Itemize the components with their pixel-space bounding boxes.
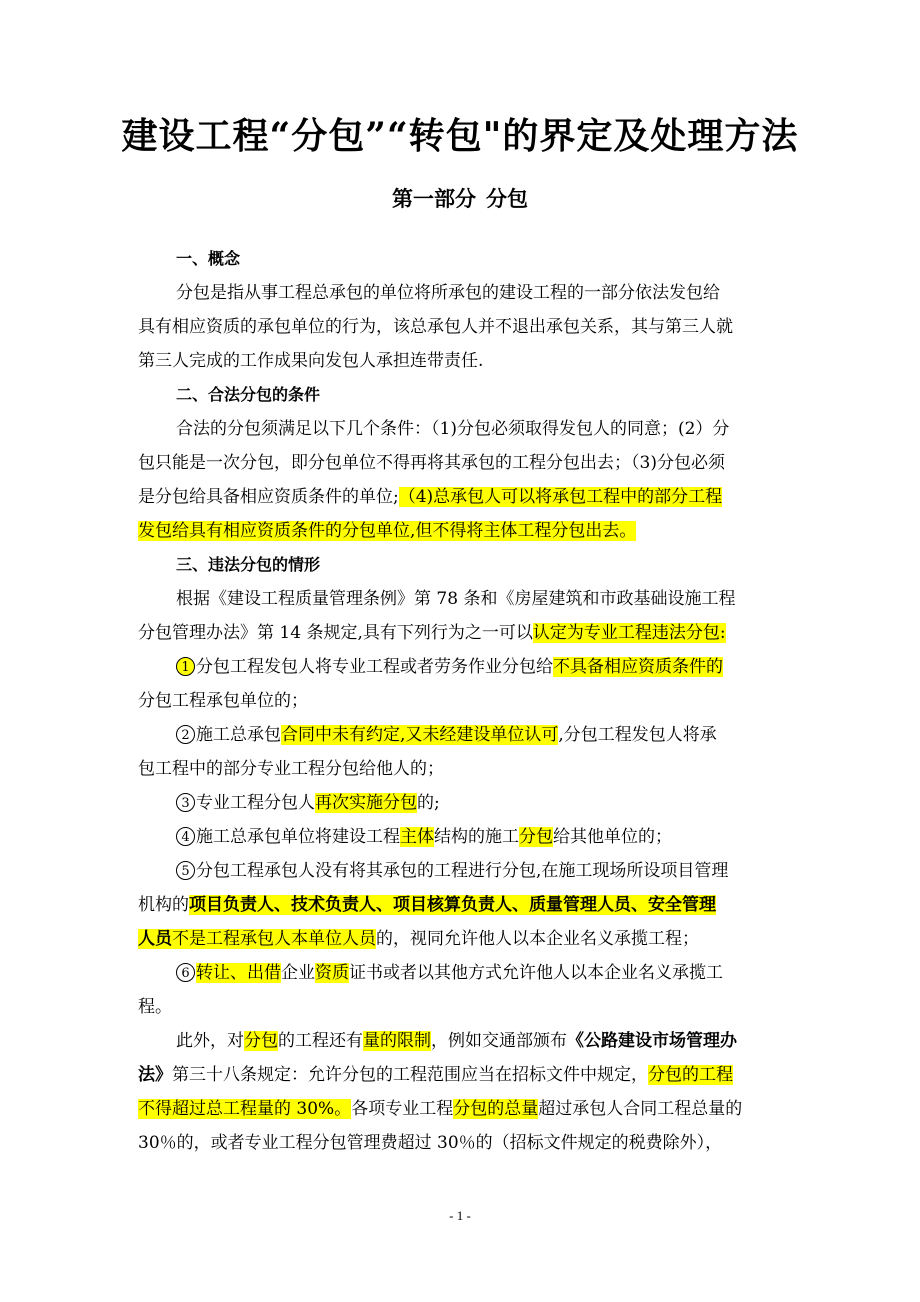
text-span: 的，视同允许他人以本企业名义承揽工程； — [376, 929, 699, 949]
text-span: 证书或者以其他方式允许他人以本企业名义承揽工 — [349, 963, 723, 983]
item-number: 4 — [176, 827, 195, 846]
list-item-continuation — [138, 888, 782, 922]
page-number: - 1 - — [449, 1208, 471, 1223]
highlighted-text: 认定为专业工程违法分包: — [532, 623, 726, 643]
item-number: 2 — [176, 725, 195, 744]
text-span: 施工总承包单位将建设工程 — [196, 827, 400, 847]
section-heading-concept: 一、概念 — [176, 249, 241, 268]
part-label: 第一部分 — [392, 186, 476, 211]
bold-text: 法》 — [138, 1065, 172, 1085]
text-span: ，例如交通部颁布 — [431, 1031, 567, 1051]
list-item-continuation: 分包工程承包单位的； — [138, 691, 308, 711]
text-span: 分包工程承包人没有将其承包的工程进行分包,在施工现场所设项目管理 — [196, 861, 729, 881]
paragraph-line: 分包是指从事工程总承包的单位将所承包的建设工程的一部分依法发包给 — [176, 283, 720, 303]
highlighted-text: 再次实施分包 — [315, 793, 417, 813]
list-item — [138, 786, 782, 820]
item-number: 1 — [176, 657, 195, 676]
paragraph-line — [138, 480, 782, 514]
paragraph-line: 30％的，或者专业工程分包管理费超过 30％的（招标文件规定的税费除外）， — [138, 1133, 723, 1153]
list-item — [138, 956, 782, 990]
list-item — [138, 718, 782, 752]
highlighted-text: 人员 — [138, 929, 172, 949]
paragraph-line: 包只能是一次分包，即分包单位不得再将其承包的工程分包出去；（3)分包必须 — [138, 453, 725, 473]
list-item — [138, 820, 782, 854]
bold-text: 《公路建设市场管理办 — [567, 1031, 737, 1051]
text-span: 各项专业工程 — [351, 1099, 454, 1119]
highlighted-text: 分包的工程 — [648, 1065, 733, 1085]
item-number: 6 — [176, 963, 195, 982]
text-span: 企业 — [281, 963, 315, 983]
highlighted-text: 量的限制 — [363, 1031, 431, 1051]
text-span: 施工总承包 — [196, 725, 281, 745]
paragraph-line — [138, 616, 782, 650]
text-span: 分包工程发包人将专业工程或者劳务作业分包给 — [196, 657, 553, 677]
document-title: 建设工程“分包”“转包"的界定及处理方法 — [121, 115, 799, 157]
highlighted-text: 发包给具有相应资质条件的分包单位,但不得将主体工程分包出去。 — [138, 521, 637, 541]
list-item — [138, 650, 782, 684]
list-item-continuation — [138, 922, 782, 956]
text-span: 专业工程分包人 — [196, 793, 315, 813]
list-item — [138, 854, 782, 888]
section-heading-illegal-subcontracting: 三、违法分包的情形 — [176, 555, 321, 574]
highlighted-text: 资质 — [315, 963, 349, 983]
text-span: 超过承包人合同工程总量的 — [538, 1099, 743, 1119]
text-span: 第三十八条规定：允许分包的工程范围应当在招标文件中规定， — [172, 1065, 648, 1085]
paragraph-line: 第三人完成的工作成果向发包人承担连带责任. — [138, 351, 484, 371]
text-span: ,分包工程发包人将承 — [558, 725, 717, 745]
highlighted-text: 不具备相应资质条件的 — [553, 657, 723, 677]
highlighted-text: 分包 — [519, 827, 553, 847]
highlighted-text: 合同中未有约定,又未经建设单位认可 — [281, 725, 559, 745]
highlighted-text: 转让、出借 — [196, 963, 281, 983]
text-span: 的工程还有 — [278, 1031, 363, 1051]
highlighted-text: 不是工程承包人本单位人员 — [172, 929, 376, 949]
paragraph-line — [138, 514, 782, 548]
paragraph-line — [138, 1092, 782, 1126]
paragraph-line — [138, 1058, 782, 1092]
list-item-continuation: 程。 — [138, 997, 172, 1017]
text-span: 分包管理办法》第 14 条规定,具有下列行为之一可以 — [138, 623, 533, 643]
item-number: 5 — [176, 861, 195, 880]
highlighted-text: 主体 — [400, 827, 434, 847]
text-span: 是分包给具备相应资质条件的单位; — [138, 487, 399, 507]
part-name: 分包 — [486, 186, 528, 211]
list-item-continuation: 包工程中的部分专业工程分包给他人的； — [138, 759, 444, 779]
part-heading — [0, 183, 920, 213]
highlighted-text: 不得超过总工程量的 30%。 — [138, 1099, 352, 1119]
document-body — [138, 242, 782, 1160]
highlighted-text: 分包 — [244, 1031, 278, 1051]
section-heading-legal-conditions: 二、合法分包的条件 — [176, 385, 321, 404]
highlighted-text: 分包的总量 — [453, 1099, 539, 1119]
paragraph-line: 合法的分包须满足以下几个条件：（1)分包必须取得发包人的同意；(2）分 — [176, 419, 730, 439]
highlighted-text: 项目负责人、技术负责人、项目核算负责人、质量管理人员、安全管理 — [189, 895, 716, 915]
text-span: 此外，对 — [176, 1031, 244, 1051]
text-span: 机构的 — [138, 895, 189, 915]
paragraph-line: 具有相应资质的承包单位的行为，该总承包人并不退出承包关系，其与第三人就 — [138, 317, 733, 337]
highlighted-text: （4)总承包人可以将承包工程中的部分工程 — [398, 487, 723, 507]
paragraph-line — [138, 1024, 782, 1058]
text-span: 的; — [417, 793, 440, 813]
text-span: 给其他单位的； — [553, 827, 672, 847]
item-number: 3 — [176, 793, 195, 812]
text-span: 结构的施工 — [434, 827, 519, 847]
paragraph-line: 根据《建设工程质量管理条例》第 78 条和《房屋建筑和市政基础设施工程 — [176, 589, 736, 609]
